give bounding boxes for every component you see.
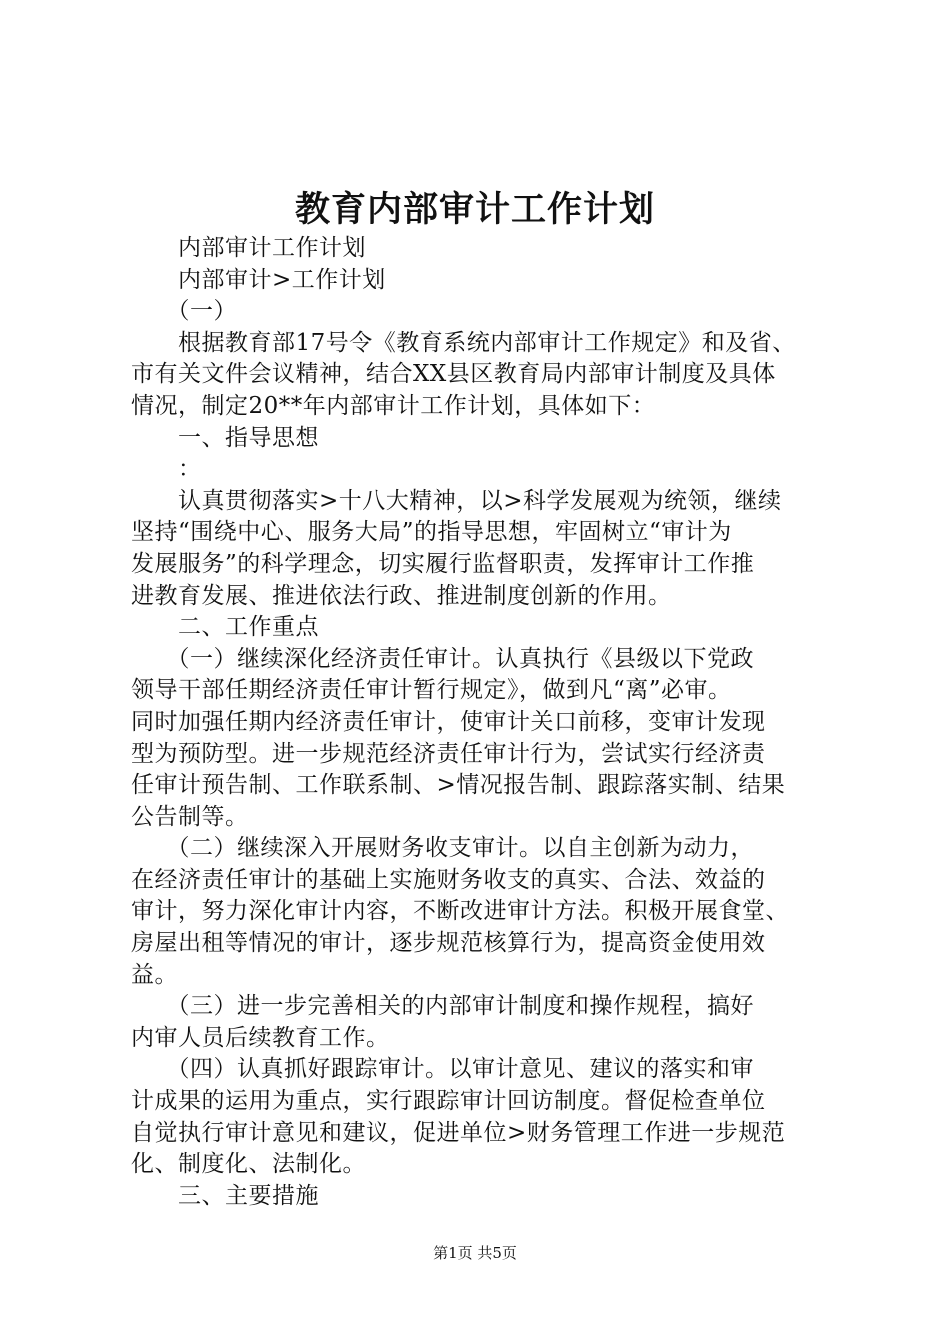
body-text-line: 二、工作重点 <box>131 614 319 641</box>
body-text-line: 在经济责任审计的基础上实施财务收支的真实、合法、效益的 <box>131 866 766 893</box>
body-text-line: 认真贯彻落实>十八大精神，以>科学发展观为统领，继续 <box>131 487 782 514</box>
body-text-line: 三、主要措施 <box>131 1182 319 1209</box>
body-text-line: 根据教育部17号令《教育系统内部审计工作规定》和及省、 <box>131 329 796 356</box>
body-text-line: 领导干部任期经济责任审计暂行规定》，做到凡“离”必审。 <box>131 677 732 704</box>
body-text-line: （三）进一步完善相关的内部审计制度和操作规程，搞好 <box>131 993 754 1020</box>
body-text-line: 化、制度化、法制化。 <box>131 1151 366 1178</box>
body-text-line: 房屋出租等情况的审计，逐步规范核算行为，提高资金使用效 <box>131 930 766 957</box>
body-text-line: 型为预防型。进一步规范经济责任审计行为，尝试实行经济责 <box>131 740 766 767</box>
body-text-line: （二）继续深入开展财务收支审计。以自主创新为动力， <box>131 835 754 862</box>
body-text-line: （四）认真抓好跟踪审计。以审计意见、建议的落实和审 <box>131 1056 754 1083</box>
body-text-line: ： <box>131 456 202 483</box>
body-text-line: 同时加强任期内经济责任审计，使审计关口前移，变审计发现 <box>131 708 766 735</box>
page-footer: 第1页 共5页 <box>433 1244 517 1262</box>
body-text-line: 内部审计>工作计划 <box>131 266 386 293</box>
body-text-line: 内部审计工作计划 <box>131 235 366 261</box>
body-text-line: （一）继续深化经济责任审计。认真执行《县级以下党政 <box>131 645 754 672</box>
body-text-line: 进教育发展、推进依法行政、推进制度创新的作用。 <box>131 582 672 609</box>
body-text-line: （一） <box>131 298 237 325</box>
body-text-line: 计成果的运用为重点，实行跟踪审计回访制度。督促检查单位 <box>131 1088 766 1115</box>
body-text-line: 内审人员后续教育工作。 <box>131 1024 390 1051</box>
body-text-line: 自觉执行审计意见和建议，促进单位>财务管理工作进一步规范 <box>131 1119 786 1146</box>
document-title: 教育内部审计工作计划 <box>294 189 655 230</box>
body-text-line: 一、指导思想 <box>131 424 319 451</box>
body-text-line: 发展服务”的科学理念，切实履行监督职责，发挥审计工作推 <box>131 550 755 577</box>
body-text-line: 情况，制定20**年内部审计工作计划，具体如下： <box>131 392 656 419</box>
body-text-line: 市有关文件会议精神，结合XX县区教育局内部审计制度及具体 <box>131 361 776 388</box>
body-text-line: 坚持“围绕中心、服务大局”的指导思想，牢固树立“审计为 <box>131 519 732 546</box>
body-text-line: 公告制等。 <box>131 803 249 830</box>
body-text-line: 益。 <box>131 961 178 988</box>
document-body <box>131 233 831 1212</box>
body-text-line: 任审计预告制、工作联系制、>情况报告制、跟踪落实制、结果 <box>131 772 786 799</box>
body-text-line: 审计，努力深化审计内容，不断改进审计方法。积极开展食堂、 <box>131 898 789 925</box>
